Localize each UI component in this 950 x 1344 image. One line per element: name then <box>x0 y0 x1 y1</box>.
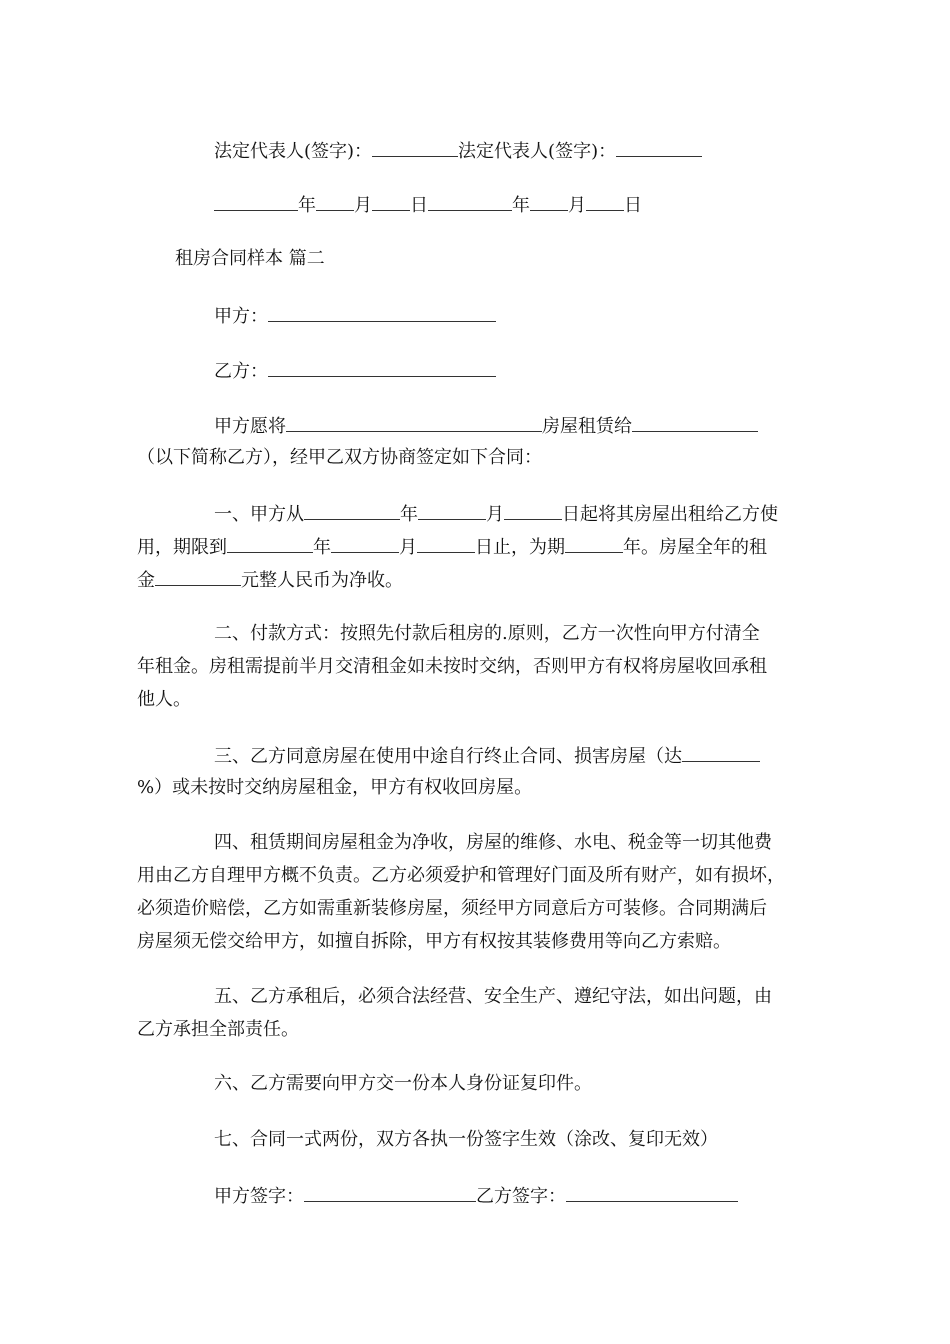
clause-text: 元整人民币为净收。 <box>241 570 403 591</box>
section-title: 租房合同样本 篇二 <box>175 248 325 269</box>
start-month-blank[interactable] <box>418 502 486 520</box>
date-blank[interactable] <box>316 193 354 211</box>
date-label: 月 <box>354 195 372 216</box>
clause5-line-1: 五、乙方承租后，必须合法经营、安全生产、遵纪守法，如出问题，由 <box>214 986 772 1007</box>
date-line <box>214 193 642 217</box>
party-a-signature-blank[interactable] <box>304 1184 476 1202</box>
clause-text: 一、甲方从 <box>214 504 304 525</box>
clause-text: 三、乙方同意房屋在使用中途自行终止合同、损害房屋（达 <box>214 746 682 767</box>
term-years-blank[interactable] <box>565 535 623 553</box>
clause-text: 月 <box>486 504 504 525</box>
clause4-line-1: 四、租赁期间房屋租金为净收，房屋的维修、水电、税金等一切其他费 <box>214 832 772 853</box>
signature-line <box>214 1184 738 1208</box>
party-a-signature-label: 甲方签字： <box>214 1186 304 1207</box>
clause1-line-2 <box>137 535 767 559</box>
legal-rep-blank-b[interactable] <box>616 139 702 157</box>
date-label: 日 <box>624 195 642 216</box>
clause3-line-2: %）或未按时交纳房屋租金，甲方有权收回房屋。 <box>137 777 533 798</box>
party-a-blank[interactable] <box>268 304 496 322</box>
clause2-line-2: 年租金。房租需提前半月交清租金如未按时交纳，否则甲方有权将房屋收回承租 <box>137 656 767 677</box>
property-blank[interactable] <box>286 414 542 432</box>
clause6-line: 六、乙方需要向甲方交一份本人身份证复印件。 <box>214 1073 592 1094</box>
clause-text: 金 <box>137 570 155 591</box>
date-blank[interactable] <box>214 193 298 211</box>
clause3-line-1 <box>214 744 760 768</box>
intro-line-2: （以下简称乙方），经甲乙双方协商签定如下合同： <box>137 447 542 468</box>
start-day-blank[interactable] <box>504 502 562 520</box>
clause-text: 月 <box>399 537 417 558</box>
date-blank[interactable] <box>428 193 512 211</box>
date-blank[interactable] <box>372 193 410 211</box>
date-blank[interactable] <box>530 193 568 211</box>
date-blank[interactable] <box>586 193 624 211</box>
clause5-line-2: 乙方承担全部责任。 <box>137 1019 299 1040</box>
party-b-blank[interactable] <box>268 359 496 377</box>
damage-percent-blank[interactable] <box>682 744 760 762</box>
intro-text: 甲方愿将 <box>214 416 286 437</box>
clause1-line-1 <box>214 502 778 526</box>
legal-rep-line <box>214 139 702 163</box>
start-year-blank[interactable] <box>304 502 400 520</box>
clause7-line: 七、合同一式两份，双方各执一份签字生效（涂改、复印无效） <box>214 1129 718 1150</box>
clause-text: 用，期限到 <box>137 537 227 558</box>
intro-text: 房屋租赁给 <box>542 416 632 437</box>
clause2-line-1: 二、付款方式：按照先付款后租房的.原则，乙方一次性向甲方付清全 <box>214 623 760 644</box>
date-label: 日 <box>410 195 428 216</box>
clause-text: 年。房屋全年的租 <box>623 537 767 558</box>
clause-text: 年 <box>313 537 331 558</box>
end-day-blank[interactable] <box>417 535 475 553</box>
party-b-signature-blank[interactable] <box>566 1184 738 1202</box>
date-label: 月 <box>568 195 586 216</box>
end-month-blank[interactable] <box>331 535 399 553</box>
intro-line-1 <box>214 414 758 438</box>
rent-amount-blank[interactable] <box>155 568 241 586</box>
clause-text: 日起将其房屋出租给乙方使 <box>562 504 778 525</box>
party-a-line <box>214 304 496 328</box>
clause4-line-2: 用由乙方自理甲方概不负责。乙方必须爱护和管理好门面及所有财产，如有损坏， <box>137 865 785 886</box>
party-b-line <box>214 359 496 383</box>
date-label: 年 <box>512 195 530 216</box>
legal-rep-label-a: 法定代表人(签字)： <box>214 141 373 162</box>
legal-rep-blank-a[interactable] <box>372 139 458 157</box>
date-label: 年 <box>298 195 316 216</box>
legal-rep-label-b: 法定代表人(签字)： <box>458 141 617 162</box>
clause-text: 日止，为期 <box>475 537 565 558</box>
party-b-label: 乙方： <box>214 361 268 382</box>
clause4-line-4: 房屋须无偿交给甲方，如擅自拆除，甲方有权按其装修费用等向乙方索赔。 <box>137 931 731 952</box>
clause4-line-3: 必须造价赔偿，乙方如需重新装修房屋，须经甲方同意后方可装修。合同期满后 <box>137 898 767 919</box>
party-a-label: 甲方： <box>214 306 268 327</box>
party-b-signature-label: 乙方签字： <box>476 1186 566 1207</box>
clause2-line-3: 他人。 <box>137 689 191 710</box>
clause-text: 年 <box>400 504 418 525</box>
end-year-blank[interactable] <box>227 535 313 553</box>
clause1-line-3 <box>137 568 403 592</box>
lessee-blank[interactable] <box>632 414 758 432</box>
